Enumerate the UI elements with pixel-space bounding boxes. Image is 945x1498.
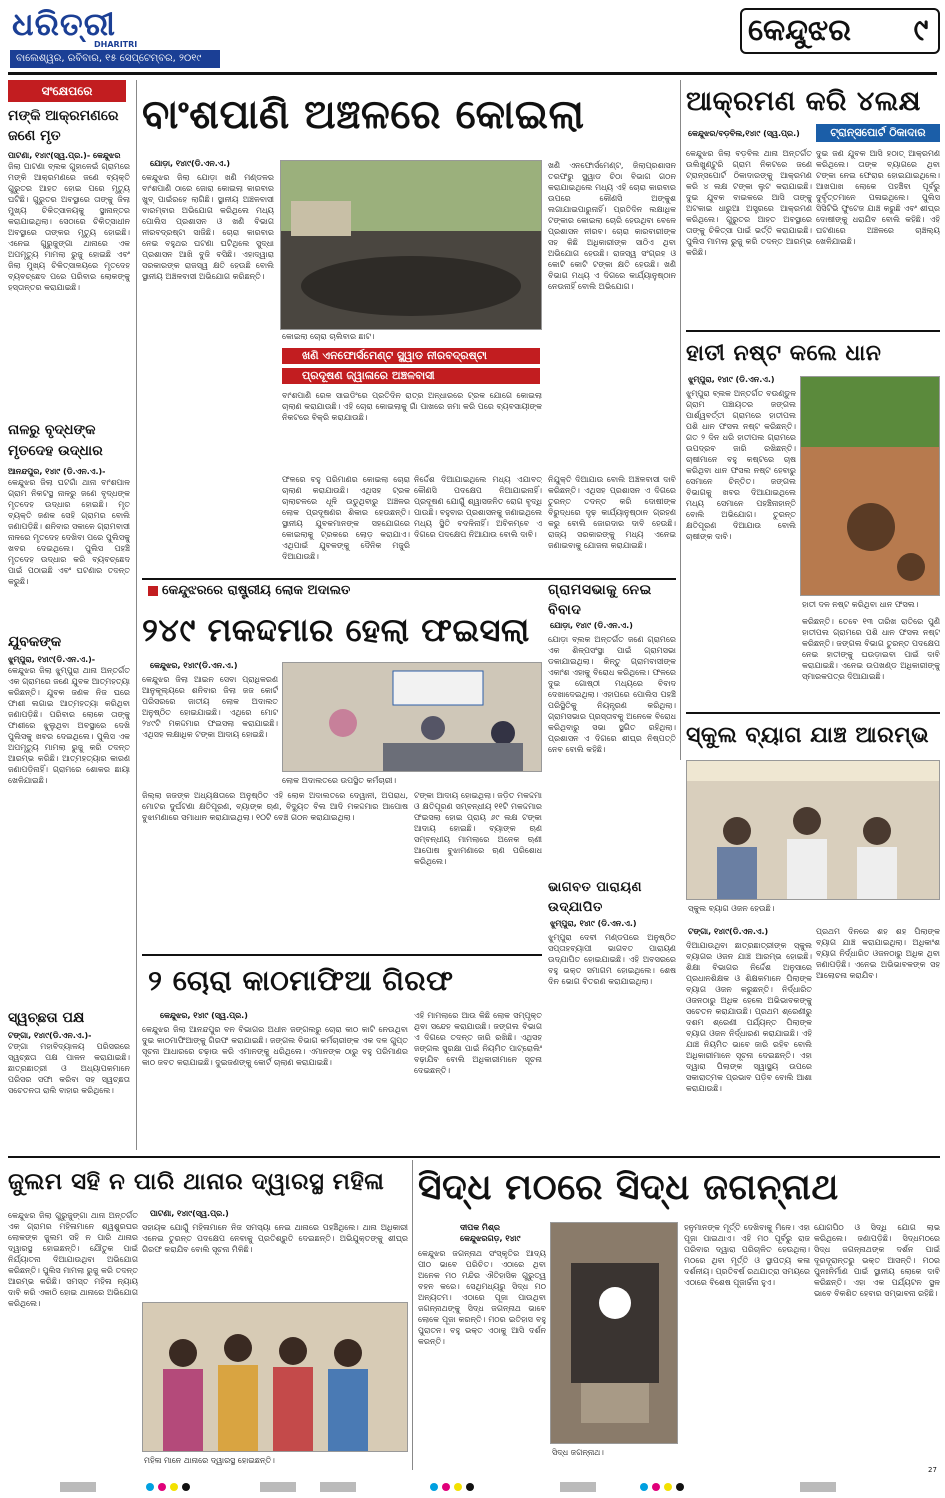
yellow-dot: [170, 1483, 178, 1491]
woman-body-2: ସହାୟକ ଯୋଗୁଁ ମହିଳାମାନେ ନିଜ ସମସ୍ୟା ନେଇ ଥାନାରେ ପହଞ୍ଚିଥିଲେ। ଥାନା ଅଧିକାରୀ ଏନେଇ ତୁରନ୍ତ ପଦକ୍ଷେପ ନେବାକୁ ପ୍ରତିଶ୍ରୁତି ଦେଇଛନ୍ତି। ଅଭିଯୁକ୍ତଙ୍କୁ ଶୀଘ୍ର ଗିରଫ କରାଯିବ ବୋଲି ସୂଚନା ମିଳିଛି।: [142, 1223, 408, 1254]
school-bag-photo-caption: ସ୍କୁଲ ବ୍ୟାଗ ଓଜନ ହେଉଛି।: [688, 904, 775, 913]
main-lower-col2: ନିର୍ଦ୍ଦେଶ ଦିଆଯାଇଥିଲେ ମଧ୍ୟ ଏଯାବତ୍ କୌଣସି ପଦକ୍ଷେପ ନିଆଯାଇନାହିଁ। ପ୍ରଦୂଷଣ ଯୋଗୁଁ ଶ୍ୱାସଜନିତ ରୋଗ ବୃଦ୍ଧି ପାଉଛି। ବହୁବାର ପ୍ରଶାସନକୁ ଜଣାଇଥିଲେ ମଧ୍ୟ ସ୍ଥିତି ବଦଳିନାହିଁ। ଅବିଳମ୍ବେ ଏ ଦିଗରେ ପଦକ୍ଷେପ ନିଆଯାଉ ବୋଲି ଦାବି।: [414, 475, 542, 539]
yellow-dot: [454, 1483, 462, 1491]
column-divider: [136, 80, 137, 1150]
jagannath-body-2: ହନୁମାନଙ୍କ ମୂର୍ତ୍ତି ଦେଖିବାକୁ ମିଳେ। ଏହା ପୂଜା ପାଇଥାଏ। ଏହି ମଠ ପୂର୍ବରୁ ରାଜ ପରିବାର ଦ୍ୱାରା ପରିଚାଳିତ ହେଉଥିଲା। ମଠରେ ଥିବା ମୂର୍ତ୍ତି ଓ ସ୍ଥାପତ୍ୟ କଳା ଦର୍ଶନୀୟ। ପ୍ରତିବର୍ଷ ରଥଯାତ୍ରା ସମୟରେ ଏଠାରେ ବିଶେଷ ପୂଜାର୍ଚ୍ଚନା ହୁଏ।: [684, 1223, 810, 1287]
black-dot: [466, 1483, 474, 1491]
pull-quote-2: ପ୍ରଦୂଷଣ ଜ୍ୱାଳାରେ ଅଞ୍ଚଳବାସୀ: [282, 368, 540, 384]
main-lower-col3: ନିଯୁକ୍ତି ଦିଆଯାଉ ବୋଲି ଅଞ୍ଚଳବାସୀ ଦାବି କରିଛନ୍ତି। ଏଥିସହ ପ୍ରଶାସନ ଏ ଦିଗରେ ତୁରନ୍ତ ତଦନ୍ତ କରି ଦୋଷୀଙ୍କ ବିରୁଦ୍ଧରେ ଦୃଢ଼ କାର୍ଯ୍ୟାନୁଷ୍ଠାନ ଗ୍ରହଣ କରୁ ବୋଲି ଜୋରଦାର ଦାବି ହେଉଛି। ରାଜ୍ୟ ସରକାରଙ୍କୁ ମଧ୍ୟ ଏନେଇ ଜଣାଇବାକୁ ଯୋଜନା କରାଯାଇଛି।: [548, 475, 676, 550]
thieves-body: କେନ୍ଦୁଝର ଜିଲା ଆନନ୍ଦପୁର ବନ ବିଭାଗର ଅଧୀନ ଜଙ୍ଗଲରୁ ଚୋରା କାଠ କାଟି ନେଉଥିବା ଦୁଇ କାଠମାଫିଆଙ୍କୁ ଗିରଫ କରାଯାଇଛି। ଜଙ୍ଗଲ ବିଭାଗ କର୍ମଚାରୀଙ୍କ ଏକ ଦଳ ଗୁପ୍ତ ସୂଚନା ଆଧାରରେ ଚଢ଼ାଉ କରି ଏମାନଙ୍କୁ ଧରିଥିଲେ। ଏମାନଙ୍କ ଠାରୁ ବହୁ ପରିମାଣର କାଠ ଜବତ କରାଯାଇଛି। ଦୁଇଜଣଙ୍କୁ କୋର୍ଟ ଚାଲାଣ କରାଯାଇଛି।: [142, 1025, 408, 1067]
magenta-dot: [652, 1483, 660, 1491]
gray-swatch: [320, 1482, 356, 1492]
dateline: ବାଲେଶ୍ୱର, ରବିବାର, ୧୫ ସେପ୍ଟେମ୍ବର, ୨୦୧୯: [10, 50, 220, 68]
main-headline: ବାଂଶପାଣି ଅଞ୍ଚଳରେ କୋଇଲା: [142, 92, 585, 138]
school-bag-dateline: ଟଙ୍ଗା, ୧୪ା୯(ଡି.ଏନ.ଏ.): [688, 927, 769, 936]
woman-photo-graphic: [143, 1303, 408, 1452]
woman-body: କେନ୍ଦୁଝର ଜିଲା ଗୁରୁଜୁଙ୍ଗା ଥାନା ଅନ୍ତର୍ଗତ ଏକ ଗ୍ରାମର ମହିଳାମାନେ ଶ୍ୱଶୁରଘର ଲୋକଙ୍କ ଜୁଲମ ସହି ନ ପାରି ଥାନାର ଦ୍ୱାରସ୍ଥ ହୋଇଛନ୍ତି। ଯୌତୁକ ପାଇଁ ନିର୍ଯ୍ୟାତନା ଦିଆଯାଉଥିବା ଅଭିଯୋଗ କରିଛନ୍ତି। ପୁଲିସ ମାମଲା ରୁଜୁ କରି ତଦନ୍ତ ଆରମ୍ଭ କରିଛି। ସମସ୍ତ ମହିଳା ନ୍ୟାୟ ଦାବି କରି ଏକାଠି ହୋଇ ଥାନାରେ ଅଭିଯୋଗ କରିଥିଲେ।: [8, 1211, 138, 1308]
woman-photo: [142, 1302, 408, 1452]
cyan-dot: [430, 1483, 438, 1491]
jagannath-body-3: ଯୋଗପିଠ ଓ ସିଦ୍ଧି ଯୋଗ ଲାଭ କରିଥିଲେ। ଜଣାପଡ଼ିଛି। ସିଦ୍ଧମଠରେ ସିଦ୍ଧ ଜଗନ୍ନାଥଙ୍କ ଦର୍ଶନ ପାଇଁ ଦୂରଦୂରାନ୍ତରୁ ଭକ୍ତ ଆସନ୍ତି। ମଠର ପୁନଃନିର୍ମାଣ ପାଇଁ ସ୍ଥାନୀୟ ଲୋକେ ଦାବି କରିଛନ୍ତି। ଏହା ଏକ ପର୍ଯ୍ୟଟନ ସ୍ଥଳ ଭାବେ ବିକଶିତ ହେବାର ସମ୍ଭାବନା ରହିଛି।: [814, 1223, 940, 1298]
brief-dateline-3: ଝୁମ୍ପୁରା, ୧୪ା୯(ଡି.ଏନ.ଏ.)-: [8, 655, 96, 664]
school-bag-body: ଦିଆଯାଉଥିବା ଛାତ୍ରଛାତ୍ରୀଙ୍କ ସ୍କୁଲ ବ୍ୟାଗର ଓଜନ ଯାଞ୍ଚ ଆରମ୍ଭ ହୋଇଛି। ଶିକ୍ଷା ବିଭାଗର ନିର୍ଦ୍ଦେଶ ଅନୁସାରେ ପ୍ରଧାନଶିକ୍ଷକ ଓ ଶିକ୍ଷକମାନେ ପିଲାଙ୍କ ବ୍ୟାଗ ଓଜନ କରୁଛନ୍ତି। ନିର୍ଦ୍ଧାରିତ ଓଜନଠାରୁ ଅଧିକ ହେଲେ ଅଭିଭାବକଙ୍କୁ ସଚେତନ କରାଯାଉଛି। ପ୍ରଥମ ଶ୍ରେଣୀରୁ ଦଶମ ଶ୍ରେଣୀ ପର୍ଯ୍ୟନ୍ତ ପିଲାଙ୍କ ବ୍ୟାଗ ଓଜନ ନିର୍ଦ୍ଧାରଣ କରାଯାଇଛି। ଏହି ଯାଞ୍ଚ ନିୟମିତ ଭାବେ ଜାରି ରହିବ ବୋଲି ଅଧିକାରୀମାନେ ସୂଚନା ଦେଇଛନ୍ତି। ଏହା ଦ୍ୱାରା ପିଲାଙ୍କ ସ୍ୱାସ୍ଥ୍ୟ ଉପରେ ସକାରାତ୍ମକ ପ୍ରଭାବ ପଡ଼ିବ ବୋଲି ଆଶା କରାଯାଉଛି।: [686, 941, 812, 1093]
section-rule: [686, 712, 940, 714]
logo-subtitle: DHARITRI: [94, 40, 138, 49]
gray-swatch: [260, 1482, 296, 1492]
section-rule: [8, 1156, 940, 1158]
brief-dateline-1: ପାଟଣା, ୧୪ା୯(ସ୍ୱ.ପ୍ର.)- କେନ୍ଦୁଝର: [8, 151, 121, 160]
cyan-dot: [640, 1483, 648, 1491]
school-bag-headline: ସ୍କୁଲ ବ୍ୟାଗ ଯାଞ୍ଚ ଆରମ୍ଭ: [686, 723, 930, 748]
brief-headline-4: ସ୍ୱଚ୍ଛତା ପକ୍ଷ: [8, 1010, 85, 1026]
woman-photo-caption: ମହିଳା ମାନେ ଥାନାରେ ଦ୍ୱାରସ୍ଥ ହୋଇଛନ୍ତି।: [144, 1456, 275, 1465]
robbery-tag: ଟ୍ରାନ୍ସପୋର୍ଟ ଠିକାଦାର: [816, 124, 940, 142]
brief-headline-1: ମଙ୍କି ଆକ୍ରମଣରେ ଜଣେ ମୃତ: [8, 108, 119, 144]
column-divider: [412, 1160, 413, 1470]
lok-adalat-photo: [282, 662, 542, 772]
robbery-headline: ଆକ୍ରମଣ କରି ୪ଲକ୍ଷ: [686, 86, 921, 117]
page-marker: 27: [928, 1466, 937, 1474]
jagannath-photo: [550, 1222, 678, 1444]
gram-sabha-dateline: ଯୋଡ଼ା, ୧୪ା୯ (ଡି.ଏନ.ଏ.): [550, 621, 633, 630]
cyan-dot: [146, 1483, 154, 1491]
magenta-dot: [442, 1483, 450, 1491]
lok-adalat-body-3: ଟଙ୍କା ଆଦାୟ ହୋଇଥିଲା। ଜଡ଼ିତ ମକଦ୍ଦମା ଓ କ୍ଷତିପୂରଣ ସମ୍ବନ୍ଧୀୟ ୧୧ଟି ମକଦ୍ଦମାର ଫଇସଲା ହୋଇ ପ୍ରାୟ ୬୯ ଲକ୍ଷ ଟଙ୍କା ଆଦାୟ ହୋଇଛି। ବ୍ୟାଙ୍କ ଋଣ ସମ୍ବନ୍ଧୀୟ ମାମଲାରେ ଅନେକ ଋଣୀ ଆପୋଷ ବୁଝାମଣାରେ ଋଣ ପରିଶୋଧ କରିଥିଲେ।: [414, 791, 542, 866]
brief-headline-2: ନାଳରୁ ବୃଦ୍ଧଙ୍କ ମୃତଦେହ ଉଦ୍ଧାର: [8, 422, 103, 459]
brief-body-2: କେନ୍ଦୁଝର ଜିଲା ଘଟଗାଁ ଥାନା ବାଂଶପାଳ ଗ୍ରାମ ନିକଟସ୍ଥ ନାଳରୁ ଜଣେ ବୃଦ୍ଧଙ୍କ ମୃତଦେହ ଉଦ୍ଧାର ହୋଇଛି। ମୃତ ବ୍ୟକ୍ତି ଜଣକ ସେହି ଗ୍ରାମର ବୋଲି ଜଣାପଡ଼ିଛି। ଶନିବାର ସକାଳେ ଗ୍ରାମବାସୀ ନାଳରେ ମୃତଦେହ ଦେଖିବା ପରେ ପୁଲିସକୁ ଖବର ଦେଇଥିଲେ। ପୁଲିସ ପହଞ୍ଚି ମୃତଦେହ ଉଦ୍ଧାର କରି ବ୍ୟବଚ୍ଛେଦ ପାଇଁ ପଠାଇଛି ଏବଂ ଘଟଣାର ତଦନ୍ତ କରୁଛି।: [8, 478, 130, 586]
gram-sabha-headline: ଗ୍ରାମସଭାକୁ ନେଇ ବିବାଦ: [548, 582, 652, 618]
thieves-headline: ୨ ଚୋରା କାଠମାଫିଆ ଗିରଫ: [148, 964, 454, 997]
main-body-col2: ବାଂଶପାଣି ରେଳ ସାଇଡିଂରେ ପ୍ରତିଦିନ ରାତ୍ର ଅନ୍ଧାରରେ ଟ୍ରକ ଯୋଗେ କୋଇଲା ଚାଲାଣ କରାଯାଉଛି। ଏହି ଚୋରା କୋଇଲାକୁ ଗାଁ ପାଖରେ ଜମା କରି ପରେ ବ୍ୟବସାୟୀଙ୍କ ନିକଟରେ ବିକ୍ରି କରାଯାଉଛି।: [282, 391, 542, 422]
elephant-dateline: ଝୁମ୍ପୁରା, ୧୪ା୯ (ଡି.ଏନ.ଏ.): [688, 375, 775, 384]
magenta-dot: [158, 1483, 166, 1491]
gray-swatch: [800, 1482, 836, 1492]
bhagabat-body: ଝୁମ୍ପୁରା ଦେବୀ ମଣ୍ଡପରେ ଅନୁଷ୍ଠିତ ସପ୍ତାହବ୍ୟାପୀ ଭାଗବତ ପାରାୟଣ ଉଦ୍‌ଯାପିତ ହୋଇଯାଇଛି। ଏହି ଅବସରରେ ବହୁ ଭକ୍ତ ସମାଗମ ହୋଇଥିଲେ। ଶେଷ ଦିନ ଭୋଗ ବିତରଣ କରାଯାଇଥିଲା।: [548, 933, 676, 986]
elephant-body-2: କରିଛନ୍ତି। ତେବେ ୧୩ ତାରିଖ ରାତିରେ ପୁଣି ହାତୀପଲ ଗ୍ରାମରେ ପଶି ଧାନ ଫସଲ ନଷ୍ଟ କରିଛନ୍ତି। ଜଙ୍ଗଲ ବିଭାଗ ତୁରନ୍ତ ପଦକ୍ଷେପ ନେଇ ହାତୀଙ୍କୁ ଘଉଡ଼ାଇବା ପାଇଁ ଦାବି କରାଯାଇଛି। ଏନେଇ ଉପଖଣ୍ଡ ଅଧିକାରୀଙ୍କୁ ସ୍ମାରକପତ୍ର ଦିଆଯାଇଛି।: [802, 617, 940, 681]
elephant-headline: ହାତୀ ନଷ୍ଟ କଲେ ଧାନ: [686, 341, 882, 366]
lok-adalat-body: କେନ୍ଦୁଝର ଜିଲା ଆଇନ ସେବା ପ୍ରାଧିକରଣ ଆନୁକୂଲ୍ୟରେ ଶନିବାର ଜିଲା ଜଜ କୋର୍ଟ ପରିସରରେ ଜାତୀୟ ଲୋକ ଅଦାଲତ ଅନୁଷ୍ଠିତ ହୋଇଯାଇଛି। ଏଥିରେ ମୋଟ ୨୪୯ଟି ମକଦ୍ଦମାର ଫଇସଲା କରାଯାଇଛି। ଏଥିସହ ଲକ୍ଷାଧିକ ଟଙ୍କା ଆଦାୟ ହୋଇଛି।: [142, 675, 278, 739]
brief-body-4: ଟଙ୍ଗା ମହାବିଦ୍ୟାଳୟ ପରିସରରେ ସ୍ୱଚ୍ଛତା ପକ୍ଷ ପାଳନ କରାଯାଇଛି। ଛାତ୍ରଛାତ୍ରୀ ଓ ଅଧ୍ୟାପକମାନେ ପରିସର ସଫା କରିବା ସହ ସ୍ୱଚ୍ଛତା ସଚେତନତା ରାଲି ବାହାର କରିଥିଲେ।: [8, 1042, 130, 1095]
lok-adalat-headline: ୨୪୯ ମକଦ୍ଦମାର ହେଲା ଫଇସଲା: [142, 611, 530, 649]
lok-adalat-photo-caption: ଲୋକ ଅଦାଲତରେ ଉପସ୍ଥିତ କର୍ମଚାରୀ।: [282, 776, 397, 785]
main-body-col1: କେନ୍ଦୁଝର ଜିଲା ଯୋଡ଼ା ଖଣି ମଣ୍ଡଳର ବାଂଶପାଣି ଠାରେ ଜୋରା କୋଇଲା କାରବାର ଖୁବ୍ ପାଇଁରହେ ଲାଗିଛି। ସ୍ଥାନୀୟ ଅଞ୍ଚଳବାସୀ ବାରମ୍ବାର ଅଭିଯୋଗ କରିଥିଲେ ମଧ୍ୟ ପୋଲିସ ପ୍ରଶାସନ ଓ ଖଣି ବିଭାଗ ନୀରବଦ୍ରଷ୍ଟା ସାଜିଛି। ଚୋରା କାରବାର ନେଇ ବହୁଥର ଘଟଣା ଘଟିଥିଲେ ସୁଦ୍ଧା ପ୍ରଶାସନ ଆଖି ବୁଜି ବସିଛି। ଏହାଦ୍ୱାରା ସରକାରଙ୍କ ରାଜସ୍ୱ କ୍ଷତି ହେଉଛି ବୋଲି ସ୍ଥାନୀୟ ଅଞ୍ଚଳବାସୀ ଅଭିଯୋଗ କରିଛନ୍ତି।: [142, 173, 274, 281]
column-divider: [680, 80, 681, 760]
page-number: ୯: [913, 13, 929, 48]
jagannath-byline: ଦୀପକ ମିଶ୍ର: [460, 1223, 500, 1232]
gray-swatch: [60, 1482, 96, 1492]
brief-dateline-2: ଆନନ୍ଦପୁର, ୧୪ା୯ (ଡି.ଏନ.ଏ.)-: [8, 467, 106, 476]
main-lower-col1: ଫଳରେ ବହୁ ପରିମାଣର କୋଇଲା ଚୋରା ଚାଲାଣ କରାଯାଉଛି। ଏଥିସହ ଟ୍ରକ ଚାଲାଚଳରେ ଧୂଳି ଉଡୁଥିବାରୁ ଅଞ୍ଚଳର ଲୋକ ପ୍ରଦୂଷଣର ଶିକାର ହେଉଛନ୍ତି। ସ୍ଥାନୀୟ ଯୁବକମାନଙ୍କ ସହଯୋଗରେ କୋଇଲାକୁ ଟ୍ରକରେ ଲୋଡ଼ କରାଯାଏ। ଏଥିପାଇଁ ଯୁବକଙ୍କୁ ଦୈନିକ ମଜୁରି ଦିଆଯାଉଛି।: [282, 475, 410, 561]
brief-dateline-4: ଟଙ୍ଗା, ୧୪ା୯(ଡି.ଏନ.ଏ.)-: [8, 1031, 92, 1040]
printer-color-bar: [0, 1478, 945, 1498]
brief-tag: ସଂକ୍ଷେପରେ: [8, 80, 126, 102]
yellow-dot: [664, 1483, 672, 1491]
newspaper-logo: ଧରିତ୍ରୀ: [12, 6, 116, 42]
kicker-bullet: [148, 586, 158, 596]
lok-adalat-body-2: ଜିଲ୍ଲା ଜଜଙ୍କ ଅଧ୍ୟକ୍ଷତାରେ ଅନୁଷ୍ଠିତ ଏହି ଲୋକ ଅଦାଲତରେ ଦେୱାନୀ, ଅପରାଧ, ମୋଟର ଦୁର୍ଘଟଣା କ୍ଷତିପୂରଣ, ବ୍ୟାଙ୍କ ଋଣ, ବିଦ୍ୟୁତ ବିଲ ଆଦି ମକଦ୍ଦମାର ଆପୋଷ ବୁଝାମଣାରେ ସମାଧାନ କରାଯାଇଥିଲା। ୧୦ଟି ବେଞ୍ଚ ଗଠନ କରାଯାଇଥିଲା।: [142, 791, 408, 822]
main-dateline: ଯୋଡ଼ା, ୧୪ା୯(ଡି.ଏନ.ଏ.): [150, 159, 231, 168]
lok-adalat-dateline: କେନ୍ଦୁଝର, ୧୪ା୯(ଡି.ଏନ.ଏ.): [150, 661, 238, 670]
black-dot: [182, 1483, 190, 1491]
robbery-body-2: ଦୁଇ ଜଣ ଯୁବକ ଆସି ହଠାତ୍ ଆକ୍ରମଣ କରିଥିଲେ। ତାଙ୍କ ବ୍ୟାଗରେ ଥିବା ଟଙ୍କା ନେଇ ଫେରାର ହୋଇଯାଇଥିଲେ। ଆଖପାଖ ଲୋକେ ପହଞ୍ଚିବା ପୂର୍ବରୁ ଦୁର୍ବୃତ୍ତମାନେ ପଳାଇଥିଲେ। ପୁଲିସ ସିସିଟିଭି ଫୁଟେଜ ଯାଞ୍ଚ କରୁଛି ଏବଂ ଶୀଘ୍ର ଦୋଷୀଙ୍କୁ ଧରାଯିବ ବୋଲି କହିଛି। ଏହି ଘଟଣାରେ ଅଞ୍ଚଳରେ ଚାଞ୍ଚଲ୍ୟ ଖେଳିଯାଇଛି।: [816, 149, 940, 246]
section-rule: [686, 330, 940, 332]
pull-quote-1: ଖଣି ଏନଫୋର୍ସମେଣ୍ଟ ସ୍କ୍ୱାଡ ନୀରବଦ୍ରଷ୍ଟା: [282, 348, 540, 364]
elephant-photo-graphic: [801, 377, 940, 596]
school-bag-body-2: ପ୍ରଥମ ଦିନରେ ଶହ ଶହ ପିଲାଙ୍କ ବ୍ୟାଗ ଯାଞ୍ଚ କରାଯାଇଥିଲା। ଅଧିକାଂଶ ବ୍ୟାଗ ନିର୍ଦ୍ଧାରିତ ଓଜନଠାରୁ ଅଧିକ ଥିବା ଜଣାପଡ଼ିଛି। ଏନେଇ ଅଭିଭାବକଙ୍କ ସହ ଆଲୋଚନା କରାଯିବ।: [816, 927, 940, 980]
woman-headline: ଜୁଲମ ସହି ନ ପାରି ଥାନାର ଦ୍ୱାରସ୍ଥ ମହିଳା: [8, 1169, 385, 1195]
elephant-photo-caption: ହାତୀ ଦଳ ନଷ୍ଟ କରିଥିବା ଧାନ ଫସଲ।: [802, 600, 919, 609]
bhagabat-headline: ଭାଗବତ ପାରାୟଣ ଉଦ୍‌ଯାପିତ: [548, 880, 642, 915]
elephant-body: ଝୁମ୍ପୁରା ବ୍ଲକ ଅନ୍ତର୍ଗତ ବଉଣ୍ଡୁଳ ଗ୍ରାମ ପଞ୍ଚାୟତର ଜଙ୍ଗଲ ପାର୍ଶ୍ୱବର୍ତ୍ତୀ ଗ୍ରାମରେ ହାତୀପଲ ପଶି ଧାନ ଫସଲ ନଷ୍ଟ କରିଛନ୍ତି। ଗତ ୨ ଦିନ ଧରି ହାତୀପଲ ଗ୍ରାମରେ ଉପଦ୍ରବ ଜାରି ରଖିଛନ୍ତି। ଚାଷୀମାନେ ବହୁ କଷ୍ଟରେ ଚାଷ କରିଥିବା ଧାନ ଫସଲ ନଷ୍ଟ ହେବାରୁ ସେମାନେ ଚିନ୍ତିତ। ଜଙ୍ଗଲ ବିଭାଗକୁ ଖବର ଦିଆଯାଇଥିଲେ ମଧ୍ୟ ସେମାନେ ପହଞ୍ଚିନାହାନ୍ତି ବୋଲି ଅଭିଯୋଗ। ତୁରନ୍ତ କ୍ଷତିପୂରଣ ଦିଆଯାଉ ବୋଲି ଚାଷୀଙ୍କ ଦାବି।: [686, 389, 796, 541]
school-bag-photo: [686, 760, 940, 900]
jagannath-photo-caption: ସିଦ୍ଧ ଜଗନ୍ନାଥ।: [552, 1448, 604, 1457]
jagannath-dateline: କେନ୍ଦୁଝରଗଡ଼, ୧୪ା୯: [460, 1234, 521, 1243]
coal-photo-caption: କୋଇଲା ଚୋରା ଚାଲିବାର ଛାଟ।: [282, 332, 375, 341]
brief-body-3: କେନ୍ଦୁଝର ଜିଲା ଝୁମ୍ପୁରା ଥାନା ଅନ୍ତର୍ଗତ ଏକ ଗ୍ରାମରେ ଜଣେ ଯୁବକ ଆତ୍ମହତ୍ୟା କରିଛନ୍ତି। ଯୁବକ ଜଣକ ନିଜ ଘରେ ଫାଶୀ ଲଗାଇ ଆତ୍ମହତ୍ୟା କରିଥିବା ଜଣାପଡ଼ିଛି। ପରିବାର ଲୋକେ ତାଙ୍କୁ ଫାଶୀରେ ଝୁଲୁଥିବା ଅବସ୍ଥାରେ ଦେଖି ପୁଲିସକୁ ଖବର ଦେଇଥିଲେ। ପୁଲିସ ଏକ ଅପମୃତ୍ୟୁ ମାମଲା ରୁଜୁ କରି ତଦନ୍ତ ଆରମ୍ଭ କରିଛି। ଆତ୍ମହତ୍ୟାର କାରଣ ଜଣାପଡ଼ିନାହିଁ। ଗ୍ରାମରେ ଶୋକର ଛାୟା ଖେଳିଯାଇଛି।: [8, 666, 130, 785]
bhagabat-dateline: ଝୁମ୍ପୁରା, ୧୪ା୯ (ଡି.ଏନ.ଏ.): [550, 919, 637, 928]
school-bag-photo-graphic: [687, 761, 940, 900]
masthead: [0, 0, 945, 78]
lok-adalat-kicker: କେନ୍ଦୁଝରରେ ରାଷ୍ଟ୍ରୀୟ ଲୋକ ଅଦାଲତ: [162, 583, 351, 598]
jagannath-photo-graphic: [551, 1223, 678, 1444]
coal-photo-graphic: [281, 161, 542, 330]
edition-name: କେନ୍ଦୁଝର: [748, 13, 851, 48]
jagannath-headline: ସିଦ୍ଧ ମଠରେ ସିଦ୍ଧ ଜଗନ୍ନାଥ: [418, 1167, 839, 1208]
coal-photo: [280, 160, 542, 330]
section-rule: [142, 954, 542, 956]
brief-body-1: ଜିଲା ପାଟଣା ବ୍ଲକ ଗୁହାଳେଇଁ ଗ୍ରାମରେ ମଙ୍କି ଆକ୍ରମଣରେ ଜଣେ ବ୍ୟକ୍ତି ଗୁରୁତର ଆହତ ହୋଇ ପରେ ମୃତ୍ୟୁ ଘଟିଛି। ଗୁରୁତର ଅବସ୍ଥାରେ ତାଙ୍କୁ ଜିଲା ମୁଖ୍ୟ ଚିକିତ୍ସାଳୟକୁ ସ୍ଥାନାନ୍ତର କରାଯାଇଥିଲା। ସେଠାରେ ଚିକିତ୍ସାଧୀନ ଅବସ୍ଥାରେ ତାଙ୍କର ମୃତ୍ୟୁ ହୋଇଛି। ଏନେଇ ଗୁରୁଜୁଙ୍ଗା ଥାନାରେ ଏକ ଅପମୃତ୍ୟୁ ମାମଲା ରୁଜୁ ହୋଇଛି ଏବଂ ଜିଲା ମୁଖ୍ୟ ଚିକିତ୍ସାଳୟରେ ମୃତଦେହ ବ୍ୟବଚ୍ଛେଦ ପରେ ପରିବାର ଲୋକଙ୍କୁ ହସ୍ତାନ୍ତର କରାଯାଇଛି।: [8, 162, 130, 292]
masthead-rule: [8, 72, 937, 75]
robbery-dateline: କେନ୍ଦୁଝର/ବଡ଼ବିଲ,୧୪ା୯ (ସ୍ୱ.ପ୍ର.): [688, 129, 800, 138]
brief-headline-3: ଯୁବକଙ୍କ: [8, 634, 62, 650]
thieves-body-2: ଏହି ମାମଲାରେ ଆଉ କିଛି ଲୋକ ସମ୍ପୃକ୍ତ ଥିବା ସନ୍ଦେହ କରାଯାଉଛି। ଜଙ୍ଗଲ ବିଭାଗ ଏ ଦିଗରେ ତଦନ୍ତ ଜାରି ରଖିଛି। ଏଥିସହ ଜଙ୍ଗଲ ସୁରକ୍ଷା ପାଇଁ ନିୟମିତ ପାଟ୍ରୋଲିଂ ବଢ଼ାଯିବ ବୋଲି ଅଧିକାରୀମାନେ ସୂଚନା ଦେଇଛନ୍ତି।: [414, 1011, 542, 1075]
gray-swatch: [560, 1482, 596, 1492]
elephant-photo: [800, 376, 940, 596]
lok-adalat-photo-graphic: [283, 663, 542, 772]
thieves-dateline: କେନ୍ଦୁଝର, ୧୪ା୯ (ସ୍ୱ.ପ୍ର.): [160, 1011, 248, 1020]
gram-sabha-body: ଯୋଡ଼ା ବ୍ଲକ ଅନ୍ତର୍ଗତ ଜଣେ ଗ୍ରାମରେ ଏକ ଶିଳ୍ପସଂସ୍ଥା ପାଇଁ ଗ୍ରାମସଭା ଡକାଯାଇଥିଲା। କିନ୍ତୁ ଗ୍ରାମବାସୀଙ୍କ ଏକାଂଶ ଏହାକୁ ବିରୋଧ କରିଥିଲେ। ଫଳରେ ଦୁଇ ଗୋଷ୍ଠୀ ମଧ୍ୟରେ ବିବାଦ ଦେଖାଦେଇଥିଲା। ଏହାପରେ ପୋଲିସ ପହଞ୍ଚି ପରିସ୍ଥିତିକୁ ନିୟନ୍ତ୍ରଣ କରିଥିଲା। ଗ୍ରାମସଭାର ପ୍ରସ୍ତାବକୁ ଅନେକେ ବିରୋଧ କରିଥିବାରୁ ସଭା ସ୍ଥଗିତ ରହିଥିଲା। ପ୍ରଶାସନ ଏ ଦିଗରେ ଶୀଘ୍ର ନିଷ୍ପତ୍ତି ନେବ ବୋଲି କହିଛି।: [548, 635, 676, 754]
robbery-body: କେନ୍ଦୁଝର ଜିଲା ବଡ଼ବିଲ ଥାନା ଅନ୍ତର୍ଗତ ଉଲିଖୁଣ୍ଟୁରି ଗ୍ରାମ ନିକଟରେ ଜଣେ ଟ୍ରାନ୍ସପୋର୍ଟ ଠିକାଦାରଙ୍କୁ ଆକ୍ରମଣ କରି ୪ ଲକ୍ଷ ଟଙ୍କା ଲୁଟ କରାଯାଇଛି। ଦୁଇ ଯୁବକ ବାଇକରେ ଆସି ତାଙ୍କୁ ଅଟକାଇ ଧାରୁଆ ଅସ୍ତ୍ରରେ ଆକ୍ରମଣ କରିଥିଲେ। ଗୁରୁତର ଆହତ ଅବସ୍ଥାରେ ତାଙ୍କୁ ଚିକିତ୍ସା ପାଇଁ ଭର୍ତ୍ତି କରାଯାଇଛି। ପୁଲିସ ମାମଲା ରୁଜୁ କରି ତଦନ୍ତ ଆରମ୍ଭ କରିଛି।: [686, 149, 812, 257]
woman-dateline: ପାଟଣା, ୧୪ା୯(ସ୍ୱ.ପ୍ର.): [150, 1209, 229, 1218]
main-body-col3: ଖଣି ଏନଫୋର୍ସମେଣ୍ଟ, ଜିଲାପ୍ରଶାସନ ତରଫରୁ ସ୍କ୍ୱାଡ ଚିଠା ବିଭାଗ ଗଠନ କରାଯାଇଥିଲେ ମଧ୍ୟ ଏହି ଚୋରା କାରବାର ଉପରେ କୌଣସି ଅଙ୍କୁଶ ଲଗାଯାଇପାରୁନାହିଁ। ପ୍ରତିଦିନ ଲକ୍ଷାଧିକ ଟଙ୍କାର କୋଇଲା ଚୋରି ହେଉଥିବା ବେଳେ ପ୍ରଶାସନ ନୀରବ। ଚୋରା କାରବାରୀଙ୍କ ସହ କିଛି ଅଧିକାରୀଙ୍କ ସାଠିଏ ଥିବା ଅଭିଯୋଗ ହେଉଛି। ରାଜସ୍ୱ ସଂଗ୍ରହ ଓ କୋଟି କୋଟି ଟଙ୍କା କ୍ଷତି ହେଉଛି। ଖଣି ବିଭାଗ ମଧ୍ୟ ଏ ଦିଗରେ କାର୍ଯ୍ୟାନୁଷ୍ଠାନ ନେଉନାହିଁ ବୋଲି ଅଭିଯୋଗ।: [548, 161, 676, 291]
jagannath-body: କେନ୍ଦୁଝର ଜଗନ୍ନାଥ ସଂସ୍କୃତିର ଆଦ୍ୟ ପୀଠ ଭାବେ ପରିଚିତ। ଏଠାରେ ଥିବା ଅନେକ ମଠ ମନ୍ଦିର ଐତିହାସିକ ଗୁରୁତ୍ୱ ବହନ କରେ। ସେଥିମଧ୍ୟରୁ ସିଦ୍ଧ ମଠ ଅନ୍ୟତମ। ଏଠାରେ ପୂଜା ପାଉଥିବା ଜଗନ୍ନାଥଙ୍କୁ ସିଦ୍ଧ ଜଗନ୍ନାଥ ଭାବେ ଲୋକେ ପୂଜା କରନ୍ତି। ମଠର ଇତିହାସ ବହୁ ପୁରାତନ। ବହୁ ଭକ୍ତ ଏଠାକୁ ଆସି ଦର୍ଶନ କରନ୍ତି।: [418, 1249, 546, 1346]
black-dot: [676, 1483, 684, 1491]
